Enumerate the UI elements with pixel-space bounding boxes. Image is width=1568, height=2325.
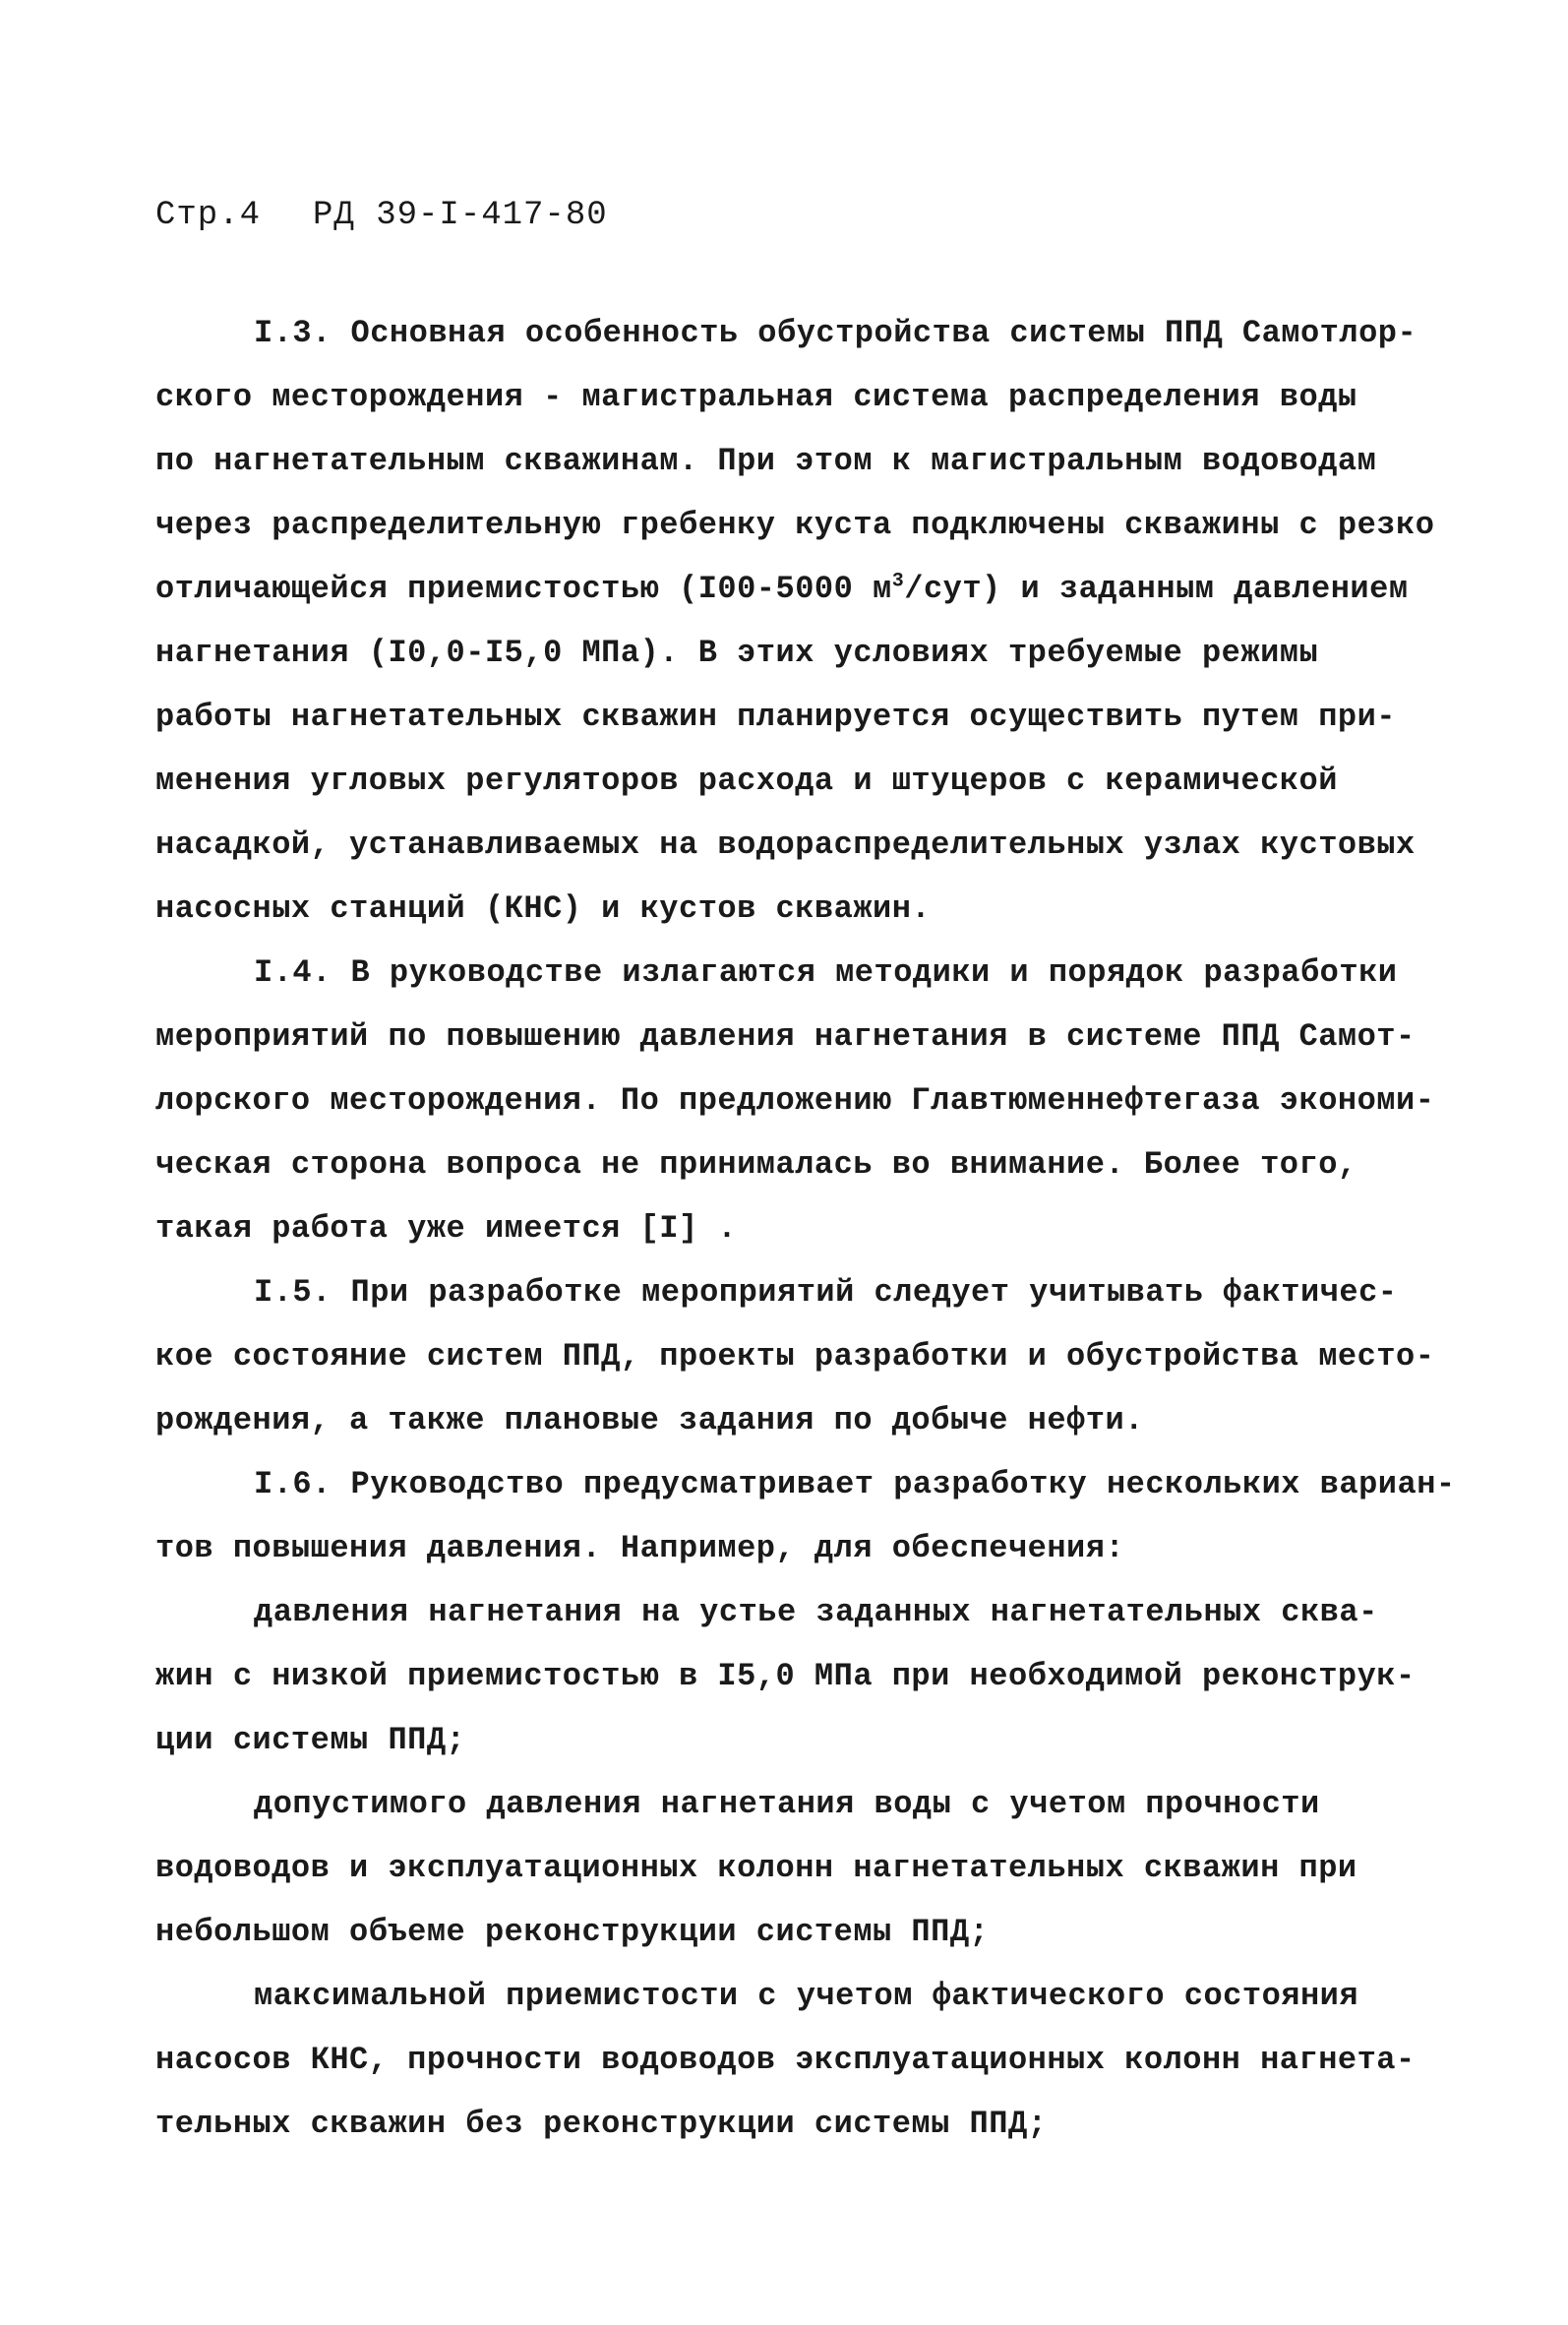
- text-line: I.4. В руководстве излагаются методики и порядок разработки: [254, 954, 1398, 991]
- text-line: допустимого давления нагнетания воды с учетом прочности: [254, 1786, 1320, 1822]
- text-line: работы нагнетательных скважин планируется осуществить путем при-: [155, 699, 1396, 735]
- text-line-with-superscript: [155, 557, 1474, 621]
- page-header: [155, 197, 608, 234]
- text-line: тельных скважин без реконструкции системы ППД;: [155, 2106, 1048, 2142]
- text-line: ческая сторона вопроса не принималась во внимание. Более того,: [155, 1146, 1357, 1183]
- text-line: максимальной приемистости с учетом фактического состояния: [254, 1978, 1359, 2014]
- text-line: кое состояние систем ППД, проекты разработки и обустройства место-: [155, 1338, 1435, 1375]
- text-line: через распределительную гребенку куста подключены скважины с резко: [155, 507, 1435, 543]
- superscript: 3: [891, 570, 905, 593]
- text-line: жин с низкой приемистостью в I5,0 МПа при необходимой реконструк-: [155, 1658, 1416, 1694]
- text-line: давления нагнетания на устье заданных нагнетательных сква-: [254, 1594, 1378, 1630]
- text-line: I.6. Руководство предусматривает разработку нескольких вариан-: [254, 1466, 1456, 1502]
- page-number: Стр.4: [155, 197, 262, 234]
- text-line: рождения, а также плановые задания по добыче нефти.: [155, 1402, 1144, 1438]
- text-line: I.3. Основная особенность обустройства системы ППД Самотлор-: [254, 315, 1417, 351]
- document-code: РД 39-I-417-80: [313, 197, 608, 234]
- body-text: [155, 301, 1474, 2156]
- text-line: насосов КНС, прочности водоводов эксплуатационных колонн нагнета-: [155, 2042, 1416, 2078]
- text-line: лорского месторождения. По предложению Главтюменнефтегаза экономи-: [155, 1082, 1435, 1119]
- text-line: нагнетания (I0,0-I5,0 МПа). В этих условиях требуемые режимы: [155, 635, 1319, 671]
- text-line: небольшом объеме реконструкции системы ППД;: [155, 1914, 990, 1950]
- text-line: насадкой, устанавливаемых на водораспределительных узлах кустовых: [155, 826, 1416, 863]
- text-line: водоводов и эксплуатационных колонн нагнетательных скважин при: [155, 1850, 1357, 1886]
- text-line: тов повышения давления. Например, для обеспечения:: [155, 1530, 1125, 1566]
- text-line: насосных станций (КНС) и кустов скважин.: [155, 890, 932, 927]
- text-line: менения угловых регуляторов расхода и штуцеров с керамической: [155, 763, 1338, 799]
- text-fragment: /сут) и заданным давлением: [904, 571, 1409, 607]
- text-line: такая работа уже имеется [I] .: [155, 1210, 738, 1247]
- text-line: ции системы ППД;: [155, 1722, 466, 1758]
- text-line: мероприятий по повышению давления нагнетания в системе ППД Самот-: [155, 1018, 1416, 1055]
- text-fragment: отличающейся приемистостью (I00-5000 м: [155, 571, 892, 607]
- text-line: ского месторождения - магистральная система распределения воды: [155, 379, 1357, 415]
- text-line: по нагнетательным скважинам. При этом к магистральным водоводам: [155, 443, 1377, 479]
- text-line: I.5. При разработке мероприятий следует учитывать фактичес-: [254, 1274, 1398, 1311]
